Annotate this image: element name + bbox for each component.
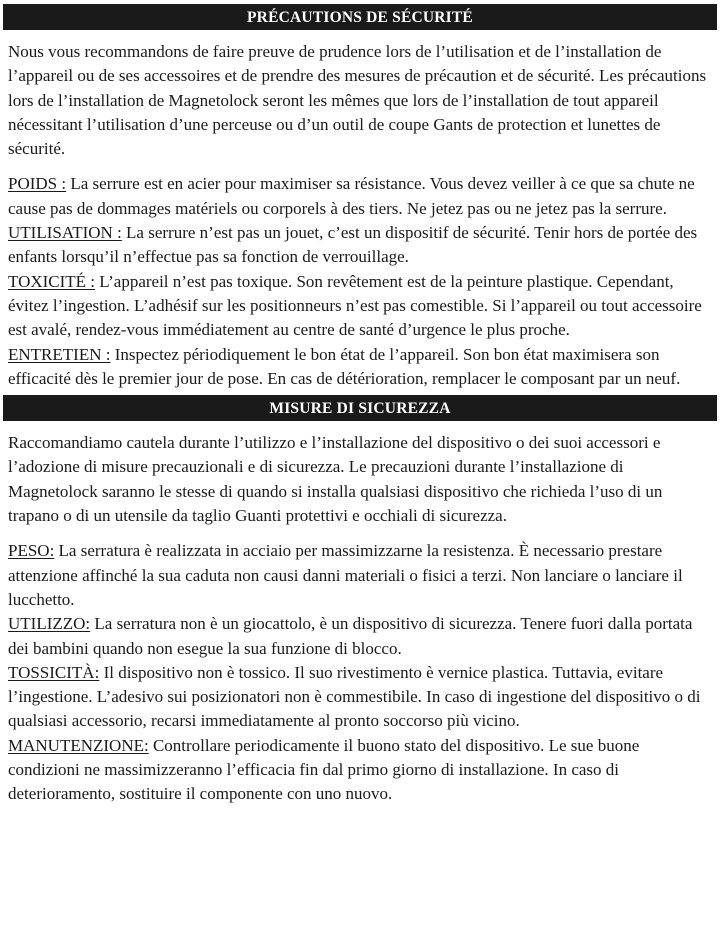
intro-paragraph-italian: Raccomandiamo cautela durante l’utilizzo e l’installazione del dispositivo o dei suoi accessori e l’adozione di misure precauzionali e di sicurezza. Le precauzioni durante l’installazione di Magnetolock saranno le stesse di quando si installa qualsiasi dispositivo che richieda l’uso di un trapano o di un utensile da taglio Guanti protettivi e occhiali di sicurezza. — [8, 433, 663, 526]
term-tossicita: TOSSICITÀ: — [8, 662, 100, 682]
term-poids: POIDS : — [8, 174, 67, 194]
item-utilizzo — [8, 612, 713, 661]
section-body-french — [3, 40, 717, 395]
term-peso: PESO: — [8, 541, 55, 561]
text-manutenzione: Controllare periodicamente il buono stato del dispositivo. Le sue buone condizioni ne massimizzeranno l’efficacia fin dal primo giorno di installazione. In caso di deterioramento, sostituire il componente con uno nuovo. — [8, 735, 640, 804]
item-manutenzione — [8, 734, 713, 807]
item-toxicite — [8, 270, 713, 343]
term-manutenzione: MANUTENZIONE: — [8, 735, 149, 755]
item-tossicita — [8, 661, 713, 734]
section-italian — [3, 395, 717, 806]
item-poids — [8, 172, 713, 221]
text-entretien: Inspectez périodiquement le bon état de l’appareil. Son bon état maximisera son efficacité dès le premier jour de pose. En cas de détérioration, remplacer le composant par un neuf. — [8, 344, 681, 388]
item-utilisation — [8, 221, 713, 270]
text-poids: La serrure est en acier pour maximiser sa résistance. Vous devez veiller à ce que sa chute ne cause pas de dommages matériels ou corporels à des tiers. Ne jetez pas ou ne jetez pas la serrure. — [8, 174, 695, 218]
section-french — [3, 4, 717, 395]
text-toxicite: L’appareil n’est pas toxique. Son revêtement est de la peinture plastique. Cependant, évitez l’ingestion. L’adhésif sur les positionneurs n’est pas comestible. Si l’appareil ou tout accessoire est avalé, rendez-vous immédiatement au centre de santé d’urgence le plus proche. — [8, 271, 702, 340]
text-peso: La serratura è realizzata in acciaio per massimizzarne la resistenza. È necessario prestare attenzione affinché la sua caduta non causi danni materiali o fisici a terzi. Non lanciare o lanciare il lucchetto. — [8, 541, 683, 609]
term-utilisation: UTILISATION : — [8, 223, 122, 243]
term-utilizzo: UTILIZZO: — [8, 614, 91, 634]
text-utilisation: La serrure n’est pas un jouet, c’est un dispositif de sécurité. Tenir hors de portée des enfants lorsqu’il n’effectue pas sa fonction de verrouillage. — [8, 223, 698, 267]
section-title-italian: MISURE DI SICUREZZA — [3, 395, 717, 421]
section-body-italian — [3, 431, 717, 806]
item-peso — [8, 539, 713, 612]
item-entretien — [8, 343, 713, 392]
term-toxicite: TOXICITÉ : — [8, 271, 96, 291]
intro-paragraph-french: Nous vous recommandons de faire preuve de prudence lors de l’utilisation et de l’installation de l’appareil ou de ses accessoires et de prendre des mesures de précaution et de sécurité. Les précautions lors de l’installation de Magnetolock seront les mêmes que lors de l’installation de tout appareil nécessitant l’utilisation d’une perceuse ou d’un outil de coupe Gants de protection et lunettes de sécurité. — [8, 42, 707, 159]
text-tossicita: Il dispositivo non è tossico. Il suo rivestimento è vernice plastica. Tuttavia, evitare l’ingestione. L’adesivo sui posizionatori non è commestibile. In caso di ingestione del dispositivo o di qualsiasi accessorio, recarsi immediatamente al pronto soccorso più vicino. — [8, 662, 701, 731]
section-title-french: PRÉCAUTIONS DE SÉCURITÉ — [3, 4, 717, 30]
text-utilizzo: La serratura non è un giocattolo, è un dispositivo di sicurezza. Tenere fuori dalla portata dei bambini quando non esegue la sua funzione di blocco. — [8, 614, 693, 658]
term-entretien: ENTRETIEN : — [8, 344, 111, 364]
